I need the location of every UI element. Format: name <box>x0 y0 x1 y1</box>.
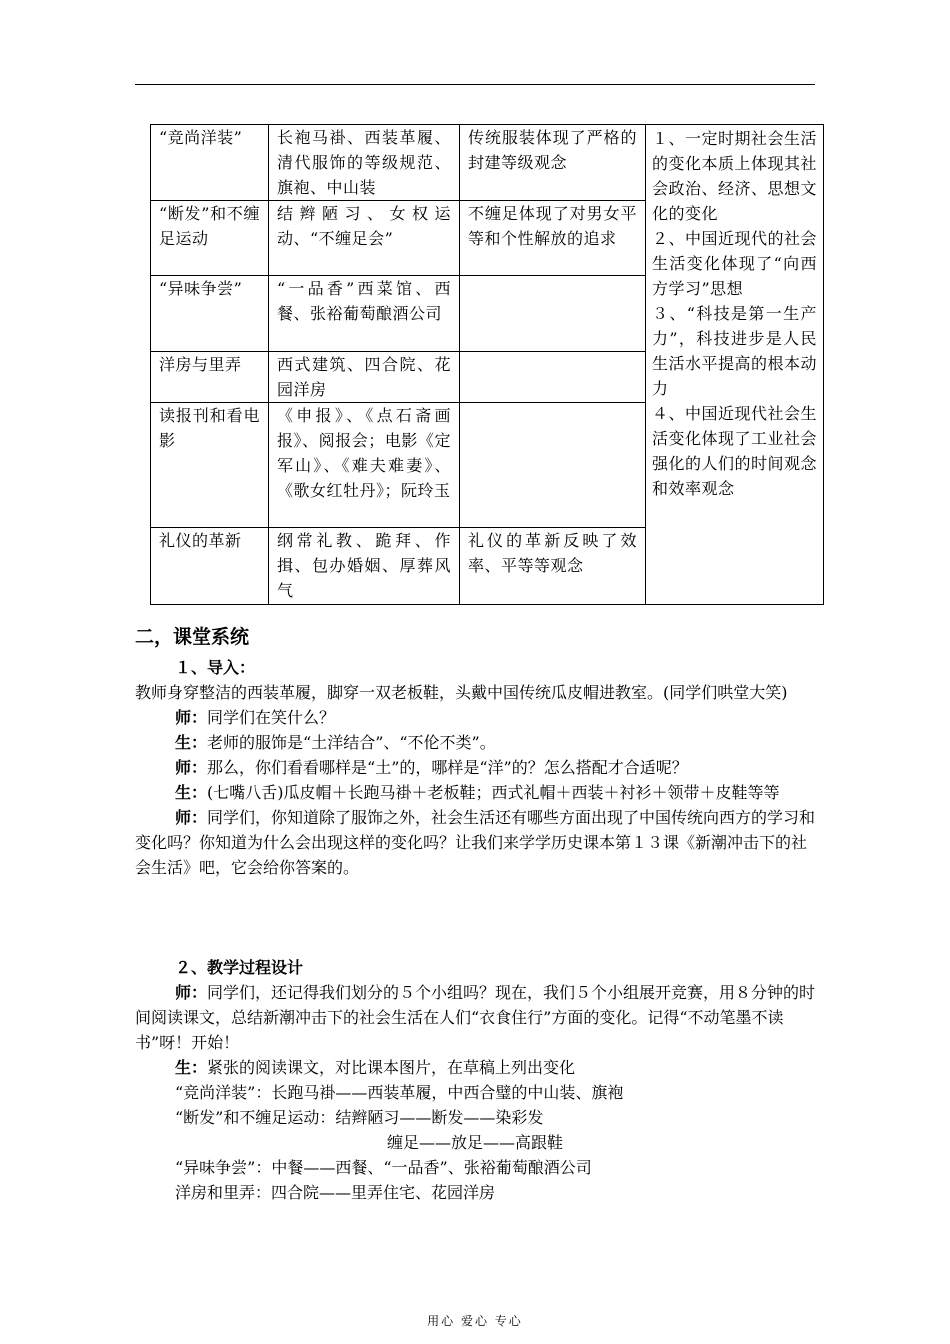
topic-cell: “断发”和不缠足运动 <box>151 201 269 276</box>
topic-cell: 洋房与里弄 <box>151 352 269 403</box>
table-row <box>151 125 824 201</box>
list-item: “竞尚洋装”：长跑马褂——西装革履，中西合璧的中山装、旗袍 <box>175 1083 624 1102</box>
meaning-cell <box>460 403 646 528</box>
list-item: 缠足——放足——高跟鞋 <box>387 1133 564 1152</box>
topic-cell: “竞尚洋装” <box>151 125 269 201</box>
dialogue-line: 生：(七嘴八舌)瓜皮帽＋长跑马褂＋老板鞋；西式礼帽＋西装＋衬衫＋领带＋皮鞋等等 <box>175 783 780 802</box>
examples-cell: 《申报》、《点石斋画报》、阅报会；电影《定军山》、《难夫难妻》、《歌女红牡丹》；阮玲玉 <box>269 403 460 528</box>
dialogue-line: 师：同学们，还记得我们划分的５个小组吗？现在，我们５个小组展开竞赛，用８分钟的时间阅读课文，总结新潮冲击下的社会生活在人们“衣食住行”方面的变化。记得“不动笔墨不读书”呀！开始！ <box>135 983 816 1052</box>
process-section <box>135 955 818 1205</box>
meaning-cell: 传统服装体现了严格的封建等级观念 <box>460 125 646 201</box>
dialogue-line: 生：紧张的阅读课文，对比课本图片，在草稿上列出变化 <box>175 1058 576 1077</box>
meaning-cell <box>460 352 646 403</box>
list-item: “断发”和不缠足运动：结辫陋习——断发——染彩发 <box>175 1108 544 1127</box>
conclusions-cell: １、一定时期社会生活的变化本质上体现其社会政治、经济、思想文化的变化 ２、中国近现代的社会生活变化体现了“向西方学习”思想 ３、“科技是第一生产力”，科技进步是人民生活水平提高的根本动力 ４、中国近现代社会生活变化体现了工业社会强化的人们的时间观念和效率观念 <box>646 125 824 605</box>
intro-section <box>135 655 818 880</box>
summary-table <box>150 124 824 605</box>
dialogue-line: 生：老师的服饰是“土洋结合”、“不伦不类”。 <box>175 733 496 752</box>
subheading: １、导入： <box>175 658 256 677</box>
topic-cell: “异味争尝” <box>151 276 269 352</box>
examples-cell: 长袍马褂、西装革履、清代服饰的等级规范、旗袍、中山装 <box>269 125 460 201</box>
examples-cell: 西式建筑、四合院、花园洋房 <box>269 352 460 403</box>
section-title: 二，课堂系统 <box>135 626 250 648</box>
dialogue-line: 师：同学们，你知道除了服饰之外，社会生活还有哪些方面出现了中国传统向西方的学习和变化吗？你知道为什么会出现这样的变化吗？让我们来学学历史课本第１３课《新潮冲击下的社会生活》吧，它会给你答案的。 <box>135 808 816 877</box>
topic-cell: 礼仪的革新 <box>151 528 269 605</box>
examples-cell: 纲常礼教、跪拜、作揖、包办婚姻、厚葬风气 <box>269 528 460 605</box>
list-item: “异味争尝”：中餐——西餐、“一品香”、张裕葡萄酿酒公司 <box>175 1158 592 1177</box>
paragraph: 教师身穿整洁的西装革履，脚穿一双老板鞋，头戴中国传统瓜皮帽进教室。(同学们哄堂大笑) <box>135 683 788 702</box>
dialogue-line: 师：同学们在笑什么？ <box>175 708 336 727</box>
meaning-cell: 礼仪的革新反映了效率、平等等观念 <box>460 528 646 605</box>
examples-cell: “一品香”西菜馆、西餐、张裕葡萄酿酒公司 <box>269 276 460 352</box>
meaning-cell <box>460 276 646 352</box>
header-rule <box>135 84 815 85</box>
meaning-cell: 不缠足体现了对男女平等和个性解放的追求 <box>460 201 646 276</box>
examples-cell: 结辫陋习、女权运动、“不缠足会” <box>269 201 460 276</box>
list-item: 洋房和里弄：四合院——里弄住宅、花园洋房 <box>175 1183 496 1202</box>
subheading: ２、教学过程设计 <box>175 958 304 977</box>
page-footer: 用心 爱心 专心 <box>427 1314 523 1328</box>
dialogue-line: 师：那么，你们看看哪样是“土”的，哪样是“洋”的？怎么搭配才合适呢？ <box>175 758 688 777</box>
topic-cell: 读报刊和看电影 <box>151 403 269 528</box>
